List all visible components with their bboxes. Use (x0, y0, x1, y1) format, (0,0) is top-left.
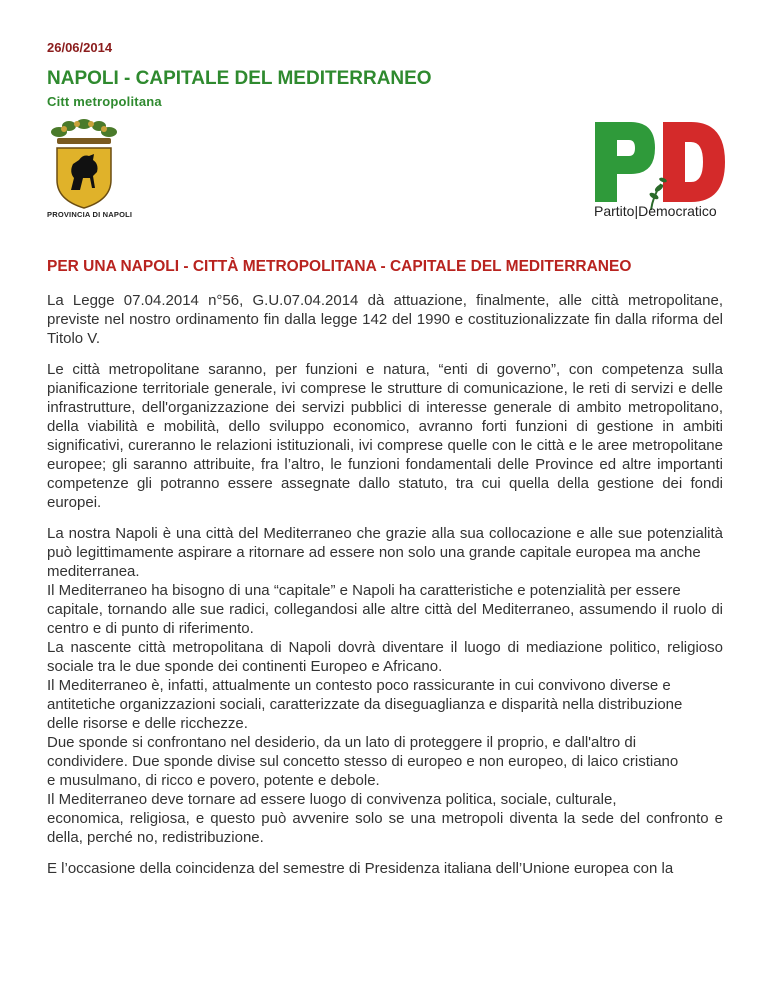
paragraph-line: condividere. Due sponde divise sul concetto stesso di europeo e non europeo, di laico cristiano (47, 753, 679, 770)
paragraph-line: La Legge 07.04.2014 n°56, G.U.07.04.2014 dà attuazione, finalmente, alle città metropolitane, previste nel nostro ordinamento fin dalla legge 142 del 1990 e costituzionalizzate fin dalla riforma del Titolo V. (47, 292, 723, 347)
document-body (47, 291, 723, 890)
paragraph-line: Due sponde si confrontano nel desiderio, da un lato di proteggere il proprio, e dall'altro di (47, 734, 637, 751)
paragraph-4 (47, 859, 723, 878)
paragraph-line: La nascente città metropolitana di Napoli dovrà diventare il luogo di mediazione politico, religioso sociale tra le due sponde dei continenti Europeo e Africano. (47, 639, 723, 675)
caption-democratico: Democratico (638, 203, 717, 219)
provincia-napoli-crest-icon (47, 118, 121, 220)
paragraph-line: Il Mediterraneo è, infatti, attualmente un contesto poco rassicurante in cui convivono diverse e (47, 677, 671, 694)
paragraph-line: E l’occasione della coincidenza del semestre di Presidenza italiana dell’Unione europea con la (47, 860, 674, 877)
paragraph-line: mediterranea. (47, 563, 140, 580)
paragraph-line: antitetiche organizzazioni sociali, caratterizzate da diseguaglianza e disparità nella distribuzione (47, 696, 683, 713)
paragraph-line: Il Mediterraneo ha bisogno di una “capitale” e Napoli ha caratteristiche e potenzialità per essere (47, 582, 681, 599)
paragraph-line: Le città metropolitane saranno, per funzioni e natura, “enti di governo”, con competenza sulla pianificazione territoriale generale, ivi comprese le strutture di comunicazione, le reti di servizi e delle infrastrutture, dell'organizzazione dei servizi pubblici di interesse generale di ambito metropolitano, della viabilità e mobilità, dello sviluppo economico, avranno forti funzioni di gestione in ambiti significativi, cureranno le relazioni istituzionali, ivi comprese quelle con le città e le aree metropolitane europee; gli saranno attribuite, fra l’altro, le funzioni fondamentali delle Province ed altre importanti competenze gli potranno essere assegnate dallo statuto, tra cui quella della gestione dei fondi europei. (47, 361, 723, 511)
paragraph-line: La nostra Napoli è una città del Mediterraneo che grazie alla sua collocazione e alle sue potenzialità può legittimamente aspirare a ritornare ad essere non solo una grande capitale europea ma anche (47, 525, 723, 561)
paragraph-2 (47, 360, 723, 512)
paragraph-line: economica, religiosa, e questo può avvenire solo se una metropoli diventa la sede del confronto e della, perché no, redistribuzione. (47, 810, 723, 846)
document-title: NAPOLI - CAPITALE DEL MEDITERRANEO (47, 68, 432, 89)
section-heading: PER UNA NAPOLI - CITTÀ METROPOLITANA - CAPITALE DEL MEDITERRANEO (47, 258, 632, 275)
document-subtitle: Citt metropolitana (47, 94, 162, 109)
caption-partito: Partito (594, 203, 635, 219)
paragraph-1 (47, 291, 723, 348)
paragraph-line: capitale, tornando alle sue radici, collegandosi alle altre città del Mediterraneo, assumendo il ruolo di centro e di punto di riferimento. (47, 601, 723, 637)
provincia-napoli-caption: PROVINCIA DI NAPOLI (47, 210, 133, 219)
paragraph-line: e musulmano, di ricco e povero, potente e debole. (47, 772, 380, 789)
paragraph-3 (47, 524, 723, 847)
paragraph-line: Il Mediterraneo deve tornare ad essere luogo di convivenza politica, sociale, culturale, (47, 791, 617, 808)
document-date: 26/06/2014 (47, 40, 113, 55)
partito-democratico-caption: Partito|Democratico (594, 203, 717, 219)
paragraph-line: delle risorse e delle ricchezze. (47, 715, 248, 732)
